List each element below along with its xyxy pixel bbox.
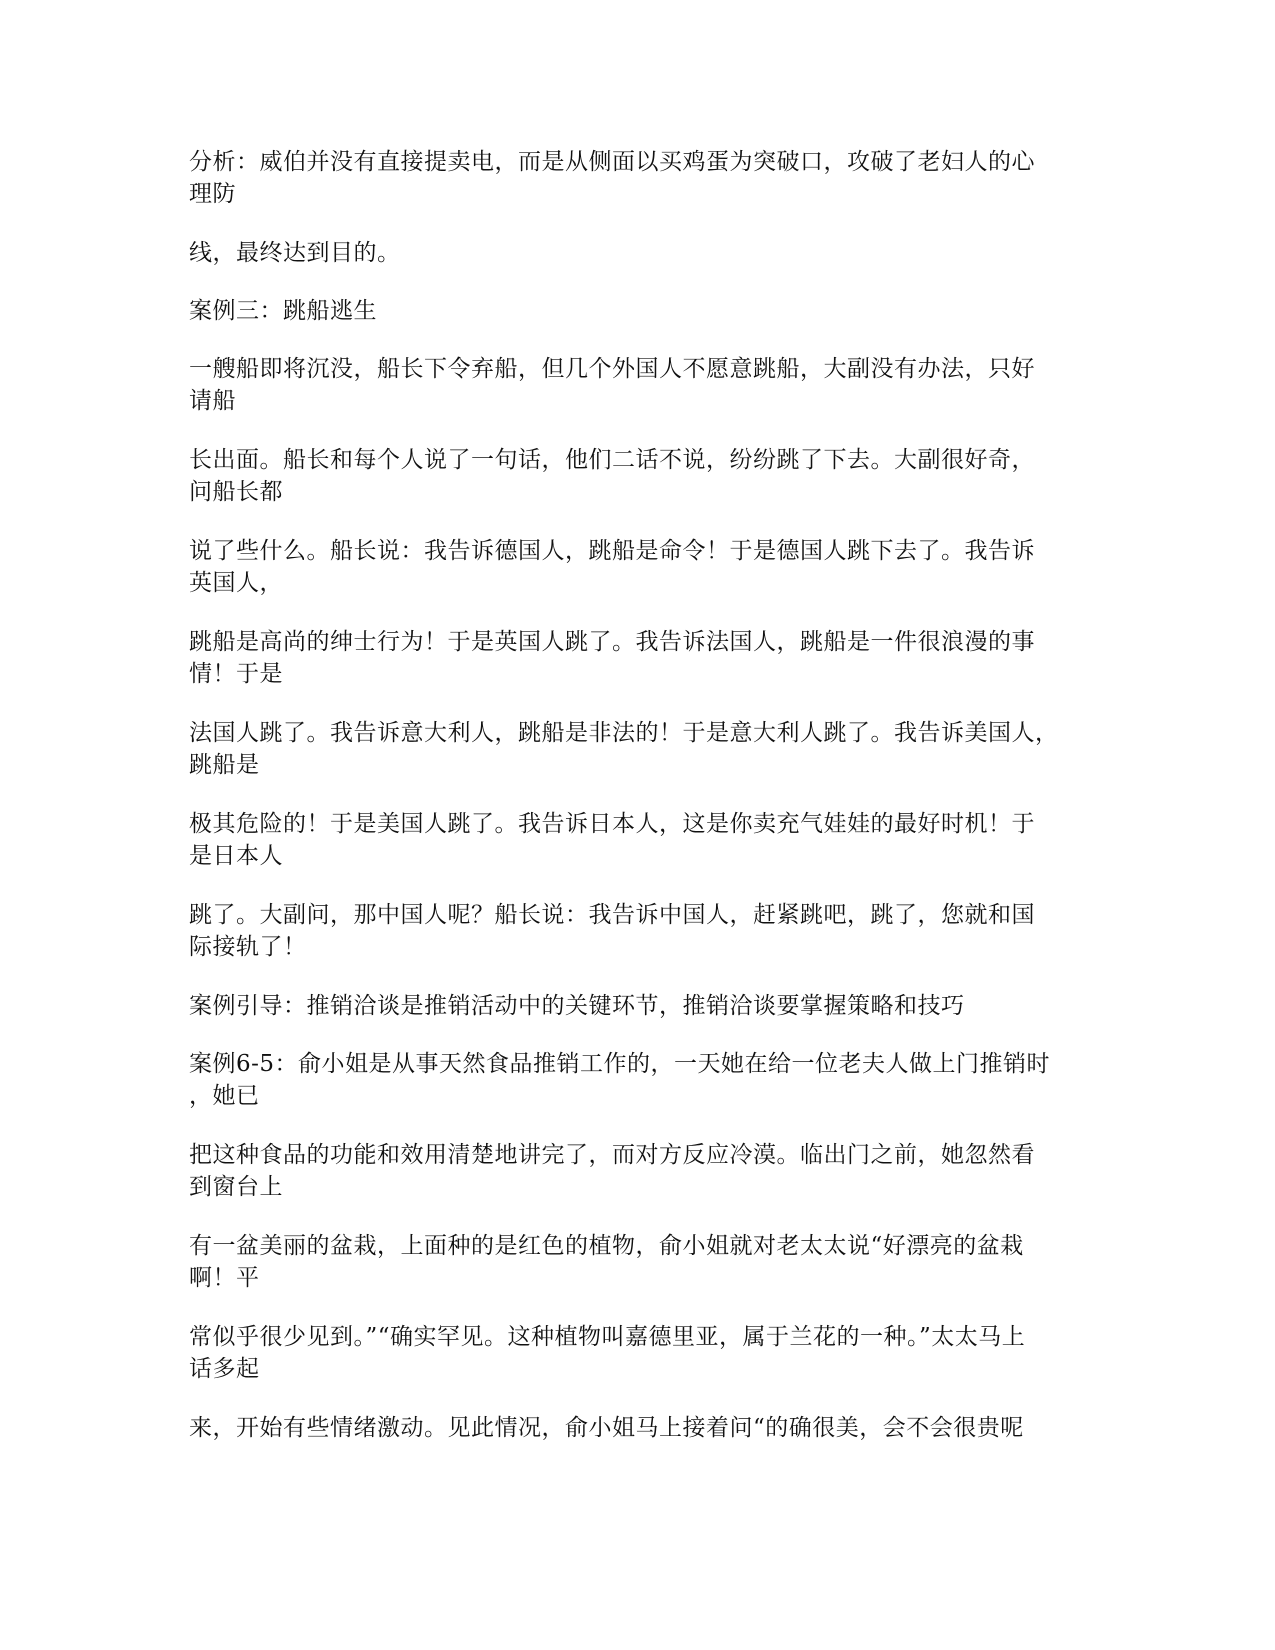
text-line: 来，开始有些情绪激动。见此情况，俞小姐马上接着问“的确很美，会不会很贵呢: [189, 1415, 1024, 1441]
text-line: 一艘船即将沉没，船长下令弃船，但几个外国人不愿意跳船，大副没有办法，只好: [189, 356, 1035, 382]
text-line: 问船长都: [189, 479, 283, 505]
paragraph: [189, 717, 1089, 781]
paragraph: [189, 1139, 1089, 1203]
paragraph: [189, 295, 1089, 327]
paragraph: [189, 1321, 1089, 1385]
text-line: 英国人，: [189, 570, 283, 596]
paragraph: [189, 1412, 1089, 1444]
text-line: ，她已: [189, 1083, 260, 1109]
paragraph: [189, 444, 1089, 508]
text-line: 线，最终达到目的。: [189, 240, 401, 266]
text-line: 把这种食品的功能和效用清楚地讲完了，而对方反应冷漠。临出门之前，她忽然看: [189, 1142, 1035, 1168]
text-line: 法国人跳了。我告诉意大利人，跳船是非法的！于是意大利人跳了。我告诉美国人，: [189, 720, 1059, 746]
text-line: 常似乎很少见到。”“确实罕见。这种植物叫嘉德里亚，属于兰花的一种。”太太马上: [189, 1324, 1026, 1350]
text-line: 长出面。船长和每个人说了一句话，他们二话不说，纷纷跳了下去。大副很好奇，: [189, 447, 1035, 473]
text-line: 际接轨了！: [189, 934, 307, 960]
paragraph: [189, 626, 1089, 690]
text-line: 啊！平: [189, 1265, 260, 1291]
paragraph: [189, 808, 1089, 872]
text-line: 是日本人: [189, 843, 283, 869]
paragraph: [189, 1230, 1089, 1294]
paragraph: [189, 990, 1089, 1022]
text-line: 说了些什么。船长说：我告诉德国人，跳船是命令！于是德国人跳下去了。我告诉: [189, 538, 1035, 564]
text-line: 案例6-5：俞小姐是从事天然食品推销工作的，一天她在给一位老夫人做上门推销时: [189, 1051, 1051, 1077]
text-line: 跳船是: [189, 752, 260, 778]
paragraph: [189, 146, 1089, 210]
text-line: 分析：威伯并没有直接提卖电，而是从侧面以买鸡蛋为突破口，攻破了老妇人的心: [189, 149, 1035, 175]
text-line: 跳船是高尚的绅士行为！于是英国人跳了。我告诉法国人，跳船是一件很浪漫的事: [189, 629, 1035, 655]
text-line: 话多起: [189, 1356, 260, 1382]
paragraph: [189, 1048, 1089, 1112]
text-line: 跳了。大副问，那中国人呢？船长说：我告诉中国人，赶紧跳吧，跳了，您就和国: [189, 902, 1035, 928]
text-line: 请船: [189, 388, 236, 414]
paragraph: [189, 535, 1089, 599]
paragraph: [189, 899, 1089, 963]
text-line: 理防: [189, 181, 236, 207]
paragraph: [189, 353, 1089, 417]
paragraph: [189, 237, 1089, 269]
text-line: 案例三：跳船逃生: [189, 298, 377, 324]
text-line: 到窗台上: [189, 1174, 283, 1200]
text-line: 极其危险的！于是美国人跳了。我告诉日本人，这是你卖充气娃娃的最好时机！于: [189, 811, 1035, 837]
text-line: 情！于是: [189, 661, 283, 687]
text-line: 有一盆美丽的盆栽，上面种的是红色的植物，俞小姐就对老太太说“好漂亮的盆栽: [189, 1233, 1024, 1259]
text-line: 案例引导：推销洽谈是推销活动中的关键环节，推销洽谈要掌握策略和技巧: [189, 993, 965, 1019]
